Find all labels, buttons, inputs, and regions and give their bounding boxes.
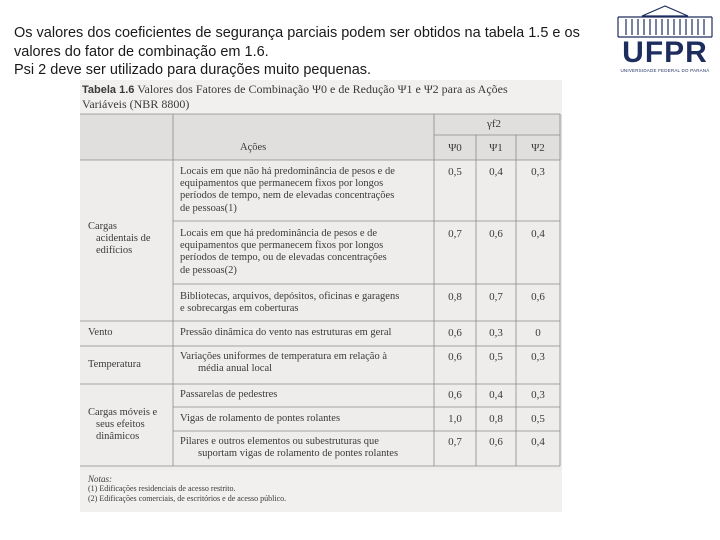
- header-gamma-f2: γf2: [486, 118, 502, 130]
- row-4-psi0: 0,6: [448, 351, 462, 363]
- row-4-description: [180, 351, 387, 375]
- slide-text-line-3: Psi 2 deve ser utilizado para durações muito pequenas.: [14, 62, 372, 78]
- row-7-psi2: 0,4: [531, 436, 545, 448]
- row-2-psi1: 0,7: [489, 291, 503, 303]
- slide-text-line-2: valores do fator de combinação em 1.6.: [14, 43, 269, 60]
- desc-line: equipamentos que permanecem fixos por longos: [180, 178, 384, 190]
- row-1-psi1: 0,6: [489, 228, 503, 240]
- desc-line: equipamentos que permanecem fixos por longos: [180, 240, 384, 252]
- slide-text: [14, 24, 654, 80]
- group-label-line: dinâmicos: [96, 431, 140, 443]
- group-label-line: seus efeitos: [96, 419, 145, 431]
- row-6-psi0: 1,0: [448, 413, 462, 425]
- group-label-line: Cargas: [88, 221, 117, 232]
- table-caption-text: Valores dos Fatores de Combinação Ψ0 e de Redução Ψ1 e Ψ2 para as Ações: [137, 82, 508, 96]
- group-cargas-acidentais: [88, 221, 151, 258]
- table-caption-label: Tabela 1.6: [82, 84, 135, 96]
- row-5-psi1: 0,4: [489, 389, 503, 401]
- row-2-psi0: 0,8: [448, 291, 462, 303]
- desc-line: períodos de tempo, nem de elevadas concentrações: [180, 190, 395, 202]
- row-5-psi0: 0,6: [448, 389, 462, 401]
- desc-line: Variações uniformes de temperatura em relação à: [180, 351, 387, 362]
- logo-subtitle: UNIVERSIDADE FEDERAL DO PARANÁ: [620, 68, 710, 73]
- logo-wordmark: UFPR: [622, 36, 708, 69]
- row-7-psi0: 0,7: [448, 436, 462, 448]
- row-7-psi1: 0,6: [489, 436, 503, 448]
- desc-line: Locais em que não há predominância de pesos e de: [180, 166, 395, 177]
- row-7-description: [180, 436, 398, 460]
- row-6-psi2: 0,5: [531, 413, 545, 425]
- row-3-psi0: 0,6: [448, 327, 462, 339]
- table-notes: [88, 474, 286, 504]
- row-6-psi1: 0,8: [489, 413, 503, 425]
- building-icon: [612, 4, 718, 40]
- row-3-psi2: 0: [535, 327, 541, 339]
- desc-line: períodos de tempo, ou de elevadas concentrações: [180, 252, 387, 264]
- row-1-description: [180, 228, 387, 277]
- row-3-psi1: 0,3: [489, 327, 503, 339]
- group-vento: Vento: [88, 327, 113, 338]
- row-1-psi0: 0,7: [448, 228, 462, 240]
- slide-text-line-1: Os valores dos coeficientes de segurança parciais podem ser obtidos na tabela 1.5 e os: [14, 25, 580, 41]
- note-1: (1) Edificações residenciais de acesso restrito.: [88, 484, 236, 493]
- header-psi0: Ψ0: [448, 142, 462, 154]
- header-acoes: Ações: [240, 142, 267, 153]
- note-2: (2) Edificações comerciais, de escritórios e de acesso público.: [88, 494, 287, 503]
- desc-line: média anual local: [198, 363, 273, 375]
- header-psi1: Ψ1: [489, 142, 503, 154]
- group-label-line: Cargas móveis e: [88, 407, 158, 418]
- desc-line: de pessoas(1): [180, 202, 237, 214]
- group-temperatura: Temperatura: [88, 359, 141, 370]
- row-0-psi1: 0,4: [489, 166, 503, 178]
- row-0-psi2: 0,3: [531, 166, 545, 178]
- group-label-line: edifícios: [96, 245, 133, 257]
- desc-line: e sobrecargas em coberturas: [180, 303, 299, 315]
- scanned-table-image: [80, 80, 562, 512]
- row-5-psi2: 0,3: [531, 389, 545, 401]
- row-2-psi2: 0,6: [531, 291, 545, 303]
- desc-line: Locais em que há predominância de pesos e de: [180, 228, 378, 239]
- group-label-line: acidentais de: [96, 233, 151, 245]
- ufpr-logo: [612, 4, 718, 74]
- desc-line: de pessoas(2): [180, 264, 237, 276]
- row-1-psi2: 0,4: [531, 228, 545, 240]
- row-0-psi0: 0,5: [448, 166, 462, 178]
- desc-line: Pilares e outros elementos ou subestruturas que: [180, 436, 379, 447]
- desc-line: Bibliotecas, arquivos, depósitos, oficinas e garagens: [180, 291, 400, 302]
- desc-line: Pressão dinâmica do vento nas estruturas em geral: [180, 327, 392, 338]
- row-2-description: [180, 291, 399, 315]
- row-4-psi1: 0,5: [489, 351, 503, 363]
- row-3-description: [180, 327, 391, 339]
- group-cargas-moveis: [88, 407, 157, 444]
- header-psi2: Ψ2: [531, 142, 545, 154]
- desc-line: Passarelas de pedestres: [180, 389, 278, 400]
- desc-line: suportam vigas de rolamento de pontes rolantes: [198, 448, 399, 460]
- row-6-description: [180, 413, 340, 425]
- notes-title: Notas:: [88, 474, 113, 484]
- row-5-description: [180, 389, 277, 401]
- row-4-psi2: 0,3: [531, 351, 545, 363]
- desc-line: Vigas de rolamento de pontes rolantes: [180, 413, 341, 424]
- row-0-description: [180, 166, 395, 215]
- table-caption-text-2: Variáveis (NBR 8800): [82, 97, 190, 111]
